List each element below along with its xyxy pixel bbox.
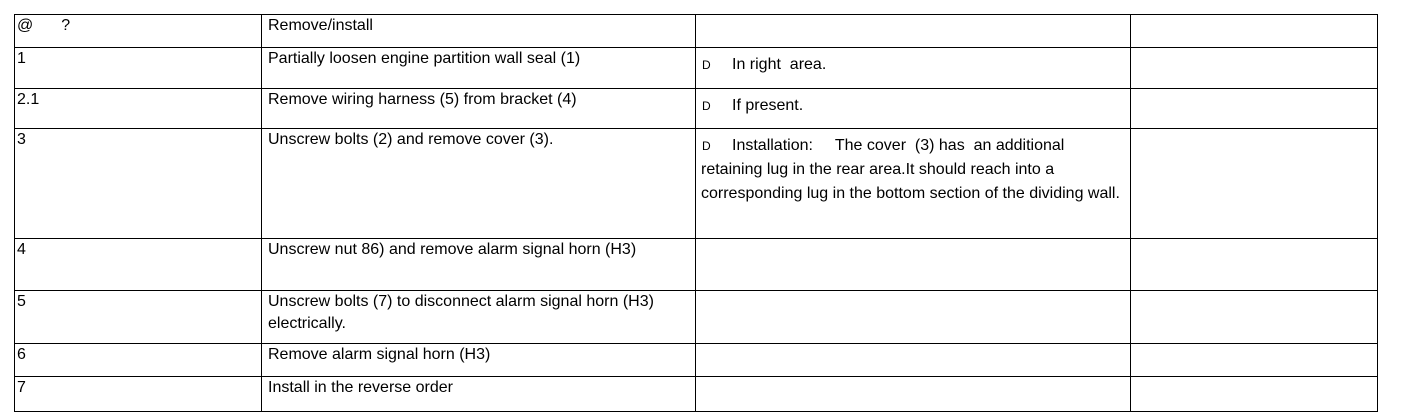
note-text: In right area. — [732, 56, 827, 73]
step-number: 4 — [15, 239, 262, 291]
step-number: 1 — [15, 48, 262, 89]
step-note — [696, 239, 1131, 291]
step-action: Unscrew nut 86) and remove alarm signal horn (H3) — [262, 239, 696, 291]
step-note — [696, 48, 1131, 89]
step-action: Unscrew bolts (7) to disconnect alarm signal horn (H3) electrically. — [262, 291, 696, 344]
step-action: Partially loosen engine partition wall seal (1) — [262, 48, 696, 89]
procedure-table — [14, 14, 1378, 412]
step-note — [696, 377, 1131, 412]
step-number: 2.1 — [15, 89, 262, 129]
step-note — [696, 89, 1131, 129]
step-extra — [1131, 239, 1378, 291]
step-action: Remove wiring harness (5) from bracket (4) — [262, 89, 696, 129]
step-number: 7 — [15, 377, 262, 412]
step-extra — [1131, 377, 1378, 412]
step-extra — [1131, 129, 1378, 239]
step-number: 3 — [15, 129, 262, 239]
header-note-cell — [696, 15, 1131, 48]
step-note — [696, 129, 1131, 239]
step-extra — [1131, 291, 1378, 344]
step-action: Remove alarm signal horn (H3) — [262, 344, 696, 377]
table-row — [15, 89, 1378, 129]
note-text: Installation: The cover (3) has an additional retaining lug in the rear area.It should reach into a corresponding lug in the bottom section of the dividing wall. — [701, 137, 1120, 202]
header-symbols-cell — [15, 15, 262, 48]
table-row — [15, 48, 1378, 89]
table-row — [15, 377, 1378, 412]
step-number: 6 — [15, 344, 262, 377]
table-row — [15, 291, 1378, 344]
step-action: Unscrew bolts (2) and remove cover (3). — [262, 129, 696, 239]
header-title: Remove/install — [262, 15, 696, 48]
header-symbol-question: ? — [61, 17, 71, 34]
note-marker: D — [702, 99, 711, 113]
step-extra — [1131, 344, 1378, 377]
step-extra — [1131, 89, 1378, 129]
table-header-row — [15, 15, 1378, 48]
header-extra-cell — [1131, 15, 1378, 48]
step-note — [696, 344, 1131, 377]
note-text: If present. — [732, 97, 804, 114]
note-marker: D — [702, 139, 711, 153]
step-note — [696, 291, 1131, 344]
table-row — [15, 239, 1378, 291]
step-action: Install in the reverse order — [262, 377, 696, 412]
table-row — [15, 344, 1378, 377]
step-extra — [1131, 48, 1378, 89]
step-number: 5 — [15, 291, 262, 344]
header-symbol-at: @ — [17, 17, 34, 34]
note-marker: D — [702, 58, 711, 72]
table-row — [15, 129, 1378, 239]
